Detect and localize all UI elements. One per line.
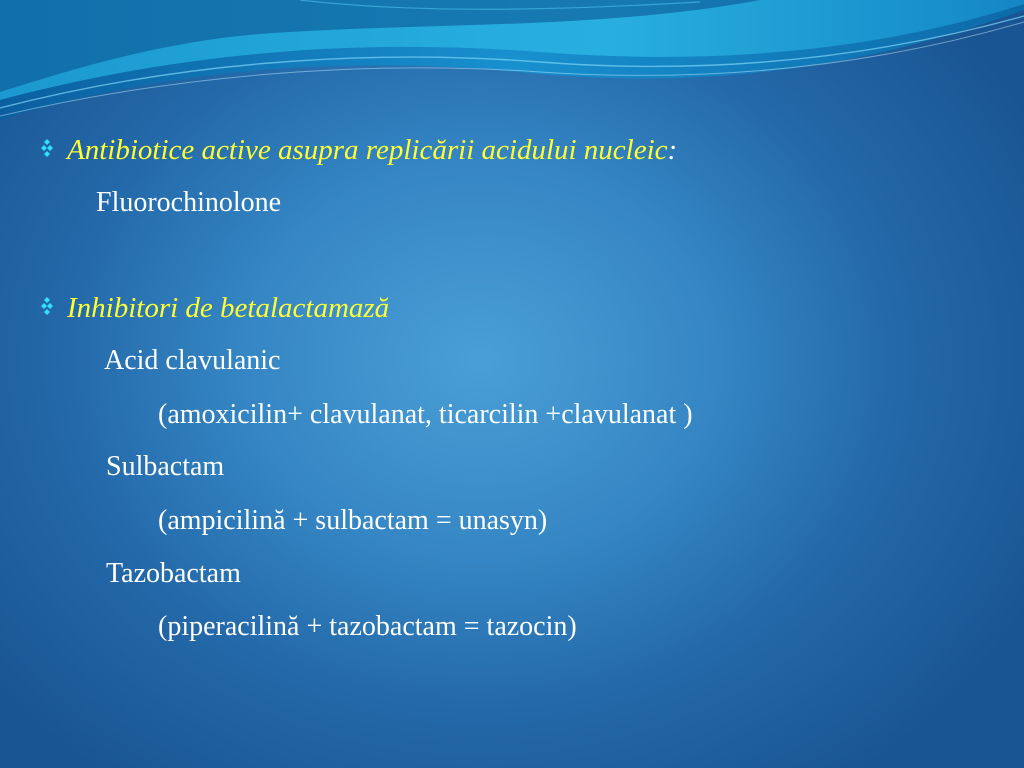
item-acid-clavulanic-detail: (amoxicilin+ clavulanat, ticarcilin +clavulanat ) bbox=[158, 399, 693, 430]
item-sulbactam-detail: (ampicilină + sulbactam = unasyn) bbox=[158, 505, 548, 536]
item-sulbactam: Sulbactam bbox=[106, 451, 225, 482]
item-tazobactam-detail: (piperacilină + tazobactam = tazocin) bbox=[158, 611, 577, 642]
section-2-heading bbox=[40, 290, 389, 326]
top-wave-decoration bbox=[0, 0, 1024, 130]
section-1-heading bbox=[40, 132, 677, 168]
section-1-title: Antibiotice active asupra replicării acidului nucleic bbox=[67, 134, 668, 166]
item-fluorochinolone: Fluorochinolone bbox=[96, 187, 282, 218]
item-tazobactam: Tazobactam bbox=[106, 558, 241, 589]
section-2-title: Inhibitori de betalactamază bbox=[67, 292, 390, 324]
item-acid-clavulanic: Acid clavulanic bbox=[104, 345, 281, 376]
section-1-colon: : bbox=[667, 134, 678, 166]
diamond-four-icon bbox=[40, 296, 66, 316]
diamond-four-icon bbox=[40, 138, 66, 158]
